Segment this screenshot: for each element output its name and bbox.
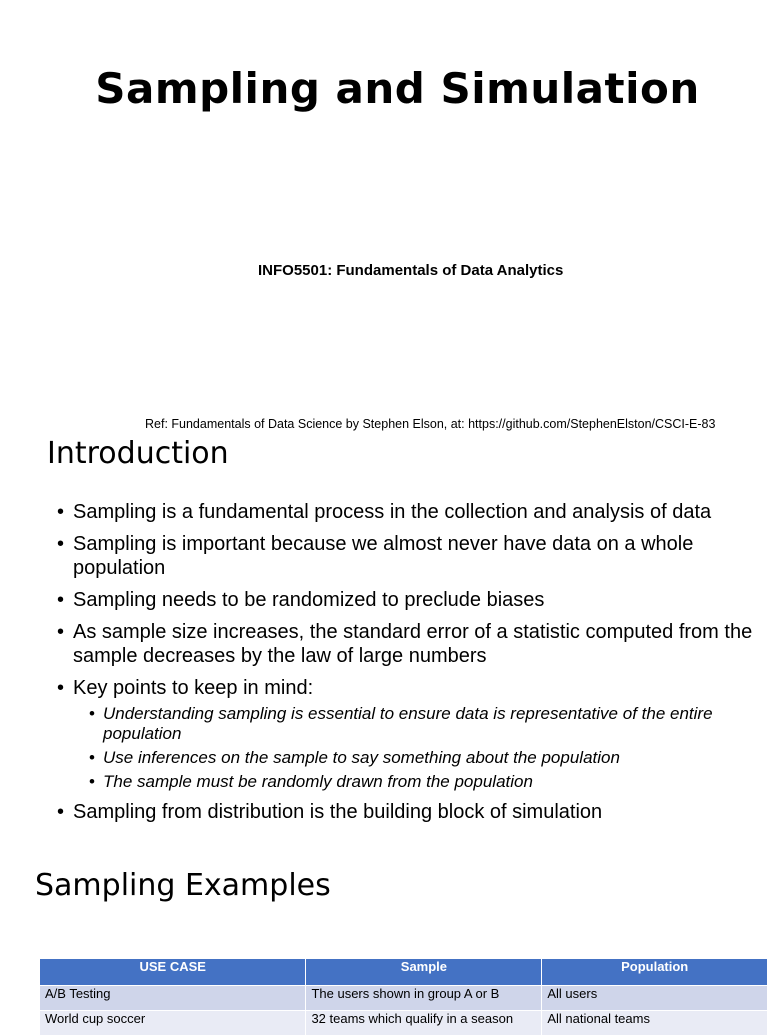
table-row xyxy=(40,986,768,1011)
table-cell: All users xyxy=(542,986,768,1011)
sub-bullet-list xyxy=(73,704,757,792)
column-header-use-case: USE CASE xyxy=(40,959,306,986)
introduction-bullet-list xyxy=(57,500,757,832)
page-title: Sampling and Simulation xyxy=(95,64,700,113)
bullet-item-key-points xyxy=(57,676,757,792)
sampling-examples-table xyxy=(39,958,768,1036)
bullet-item-label: Key points to keep in mind: xyxy=(73,677,314,699)
reference-note: Ref: Fundamentals of Data Science by Stephen Elson, at: https://github.com/StephenElston/CSCI-E-83 xyxy=(145,417,716,431)
table-cell: World cup soccer xyxy=(40,1011,306,1036)
bullet-item: • Sampling is important because we almost never have data on a whole population xyxy=(57,532,757,580)
sub-bullet-item: • Use inferences on the sample to say something about the population xyxy=(87,748,757,768)
bullet-item: • Sampling is a fundamental process in the collection and analysis of data xyxy=(57,500,757,524)
table-cell: A/B Testing xyxy=(40,986,306,1011)
table-cell: All national teams xyxy=(542,1011,768,1036)
column-header-population: Population xyxy=(542,959,768,986)
table-cell: 32 teams which qualify in a season xyxy=(306,1011,542,1036)
course-subtitle: INFO5501: Fundamentals of Data Analytics xyxy=(258,262,564,279)
table-cell: The users shown in group A or B xyxy=(306,986,542,1011)
table-row xyxy=(40,1011,768,1036)
sub-bullet-item: • The sample must be randomly drawn from the population xyxy=(87,772,757,792)
table-header-row xyxy=(40,959,768,986)
sampling-examples-heading: Sampling Examples xyxy=(35,868,331,903)
bullet-item: • Sampling from distribution is the building block of simulation xyxy=(57,800,757,824)
introduction-heading: Introduction xyxy=(47,436,229,471)
bullet-item: • Sampling needs to be randomized to preclude biases xyxy=(57,588,757,612)
bullet-item: • As sample size increases, the standard error of a statistic computed from the sample decreases by the law of large numbers xyxy=(57,620,757,668)
column-header-sample: Sample xyxy=(306,959,542,986)
sub-bullet-item: • Understanding sampling is essential to ensure data is representative of the entire population xyxy=(87,704,757,744)
